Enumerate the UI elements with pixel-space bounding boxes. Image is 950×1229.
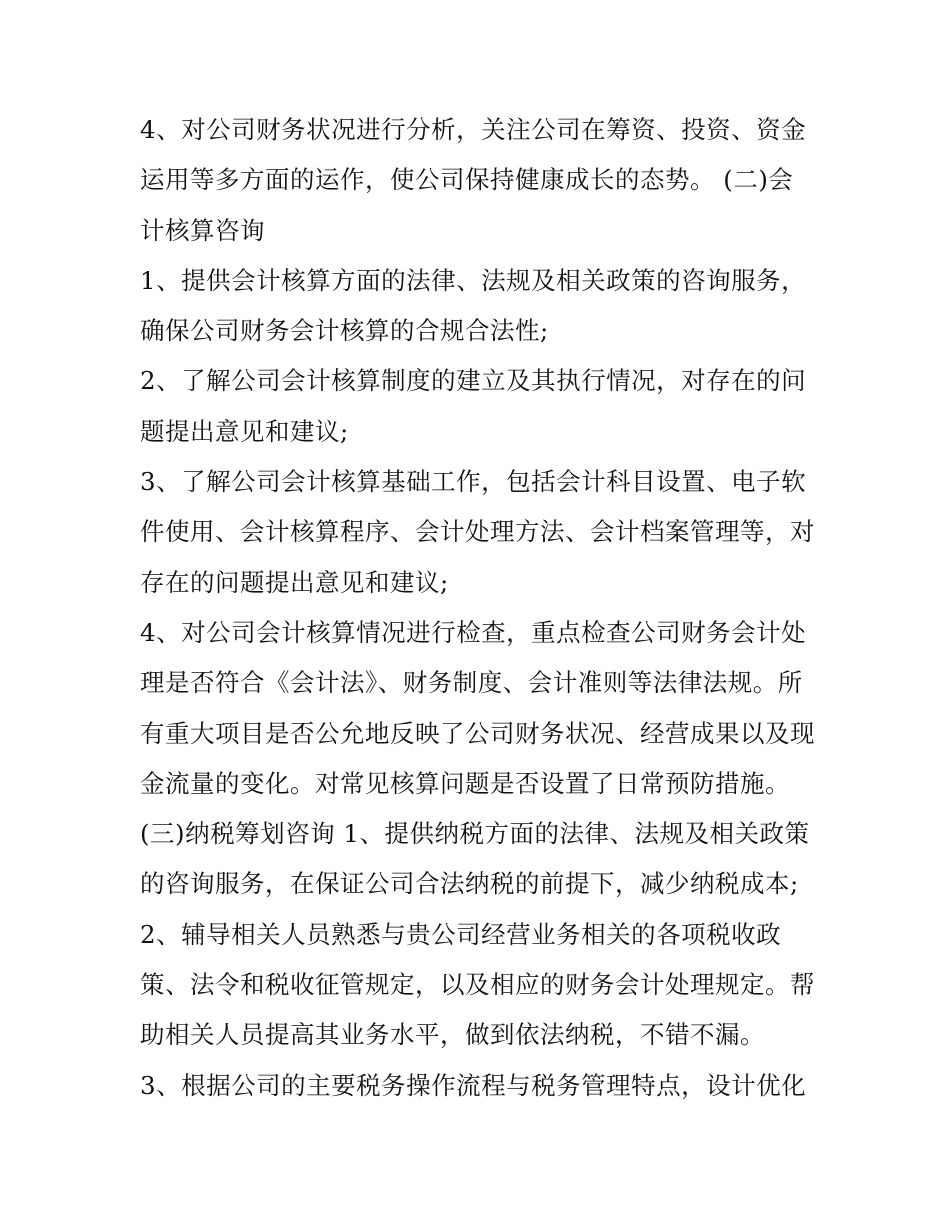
text-line: 运用等多方面的运作，使公司保持健康成长的态势。 (二)会	[140, 165, 794, 195]
text-line: 3、根据公司的主要税务操作流程与税务管理特点，设计优化	[140, 1070, 807, 1100]
text-line: 策、法令和税收征管规定，以及相应的财务会计处理规定。帮	[140, 970, 815, 1000]
text-line: 2、了解公司会计核算制度的建立及其执行情况，对存在的问	[140, 366, 807, 396]
text-line: 存在的问题提出意见和建议;	[140, 567, 449, 597]
text-line: 有重大项目是否公允地反映了公司财务状况、经营成果以及现	[140, 718, 815, 748]
text-line: 1、提供会计核算方面的法律、法规及相关政策的咨询服务，	[140, 265, 807, 295]
text-line: 3、了解公司会计核算基础工作，包括会计科目设置、电子软	[140, 467, 807, 497]
text-line: 金流量的变化。对常见核算问题是否设置了日常预防措施。	[140, 768, 790, 798]
text-line: 确保公司财务会计核算的合规合法性;	[140, 316, 549, 346]
text-line: 计核算咨询	[140, 215, 265, 245]
text-line: 题提出意见和建议;	[140, 416, 349, 446]
text-line: 件使用、会计核算程序、会计处理方法、会计档案管理等，对	[140, 517, 815, 547]
text-line: 2、辅导相关人员熟悉与贵公司经营业务相关的各项税收政	[140, 919, 782, 949]
text-line: 助相关人员提高其业务水平，做到依法纳税，不错不漏。	[140, 1020, 765, 1050]
document-body	[140, 110, 840, 1116]
text-line: 4、对公司会计核算情况进行检查，重点检查公司财务会计处	[140, 617, 807, 647]
text-line: (三)纳税筹划咨询 1、提供纳税方面的法律、法规及相关政策	[140, 819, 810, 849]
text-line: 的咨询服务，在保证公司合法纳税的前提下，减少纳税成本;	[140, 869, 799, 899]
text-line: 4、对公司财务状况进行分析，关注公司在筹资、投资、资金	[140, 115, 807, 144]
text-line: 理是否符合《会计法》、财务制度、会计准则等法律法规。所	[140, 668, 803, 698]
